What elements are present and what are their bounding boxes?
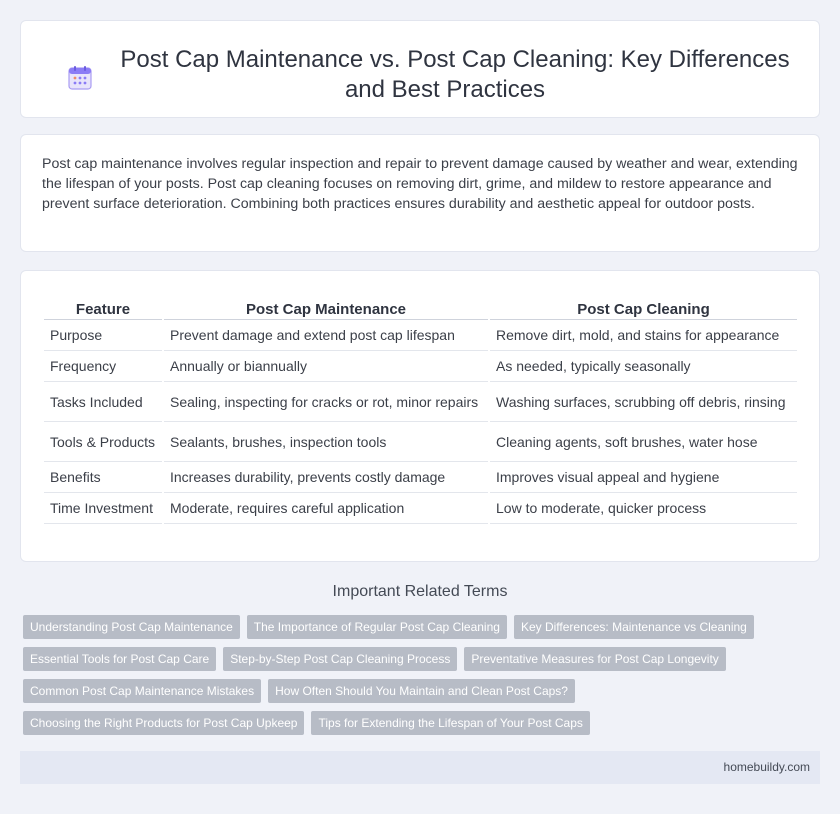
related-term-tag[interactable]: Choosing the Right Products for Post Cap Upkeep — [23, 711, 304, 735]
table-cell: Moderate, requires careful application — [164, 493, 488, 524]
table-cell: Increases durability, prevents costly damage — [164, 462, 488, 493]
table-row — [44, 351, 797, 382]
column-header: Post Cap Cleaning — [490, 296, 797, 320]
related-term-tag[interactable]: How Often Should You Maintain and Clean Post Caps? — [268, 679, 575, 703]
header-card — [20, 20, 820, 118]
table-cell: Annually or biannually — [164, 351, 488, 382]
related-term-tag[interactable]: Essential Tools for Post Cap Care — [23, 647, 216, 671]
comparison-table — [42, 296, 799, 524]
page-title: Post Cap Maintenance vs. Post Cap Cleaning: Key Differences and Best Practices — [120, 46, 790, 103]
table-row — [44, 320, 797, 351]
related-term-tag[interactable]: Understanding Post Cap Maintenance — [23, 615, 240, 639]
related-term-tag[interactable]: Step-by-Step Post Cap Cleaning Process — [223, 647, 457, 671]
column-header: Post Cap Maintenance — [164, 296, 488, 320]
comparison-table-card — [20, 270, 820, 562]
related-term-tag[interactable]: Preventative Measures for Post Cap Longevity — [464, 647, 725, 671]
column-header: Feature — [44, 296, 162, 320]
table-header-row — [44, 296, 797, 320]
related-term-tag[interactable]: Common Post Cap Maintenance Mistakes — [23, 679, 261, 703]
related-term-tag[interactable]: Key Differences: Maintenance vs Cleaning — [514, 615, 754, 639]
table-cell: Tools & Products — [44, 422, 162, 462]
table-cell: Low to moderate, quicker process — [490, 493, 797, 524]
table-cell: Tasks Included — [44, 382, 162, 422]
footer-site-name[interactable]: homebuildy.com — [723, 760, 810, 774]
intro-paragraph: Post cap maintenance involves regular inspection and repair to prevent damage caused by weather and wear, extending the lifespan of your posts. Post cap cleaning focuses on removing dirt, grime, and mildew to restore appearance and prevent surface deterioration. Combining both practices ensures durability and aesthetic appeal for outdoor posts. — [42, 156, 798, 212]
related-terms-list — [23, 615, 823, 743]
table-cell: Purpose — [44, 320, 162, 351]
intro-card — [20, 134, 820, 252]
table-cell: Time Investment — [44, 493, 162, 524]
table-row — [44, 382, 797, 422]
related-terms-heading: Important Related Terms — [332, 583, 508, 600]
table-cell: Improves visual appeal and hygiene — [490, 462, 797, 493]
table-row — [44, 462, 797, 493]
tag-row — [23, 679, 823, 703]
related-term-tag[interactable]: The Importance of Regular Post Cap Cleaning — [247, 615, 507, 639]
tag-row — [23, 647, 823, 671]
table-cell: As needed, typically seasonally — [490, 351, 797, 382]
table-cell: Washing surfaces, scrubbing off debris, rinsing — [490, 382, 797, 422]
table-cell: Sealants, brushes, inspection tools — [164, 422, 488, 462]
table-cell: Frequency — [44, 351, 162, 382]
table-cell: Remove dirt, mold, and stains for appearance — [490, 320, 797, 351]
tag-row — [23, 615, 823, 639]
footer — [20, 751, 820, 784]
table-row — [44, 422, 797, 462]
table-cell: Sealing, inspecting for cracks or rot, minor repairs — [164, 382, 488, 422]
related-term-tag[interactable]: Tips for Extending the Lifespan of Your Post Caps — [311, 711, 589, 735]
table-cell: Cleaning agents, soft brushes, water hose — [490, 422, 797, 462]
table-cell: Prevent damage and extend post cap lifespan — [164, 320, 488, 351]
table-cell: Benefits — [44, 462, 162, 493]
tag-row — [23, 711, 823, 735]
table-row — [44, 493, 797, 524]
